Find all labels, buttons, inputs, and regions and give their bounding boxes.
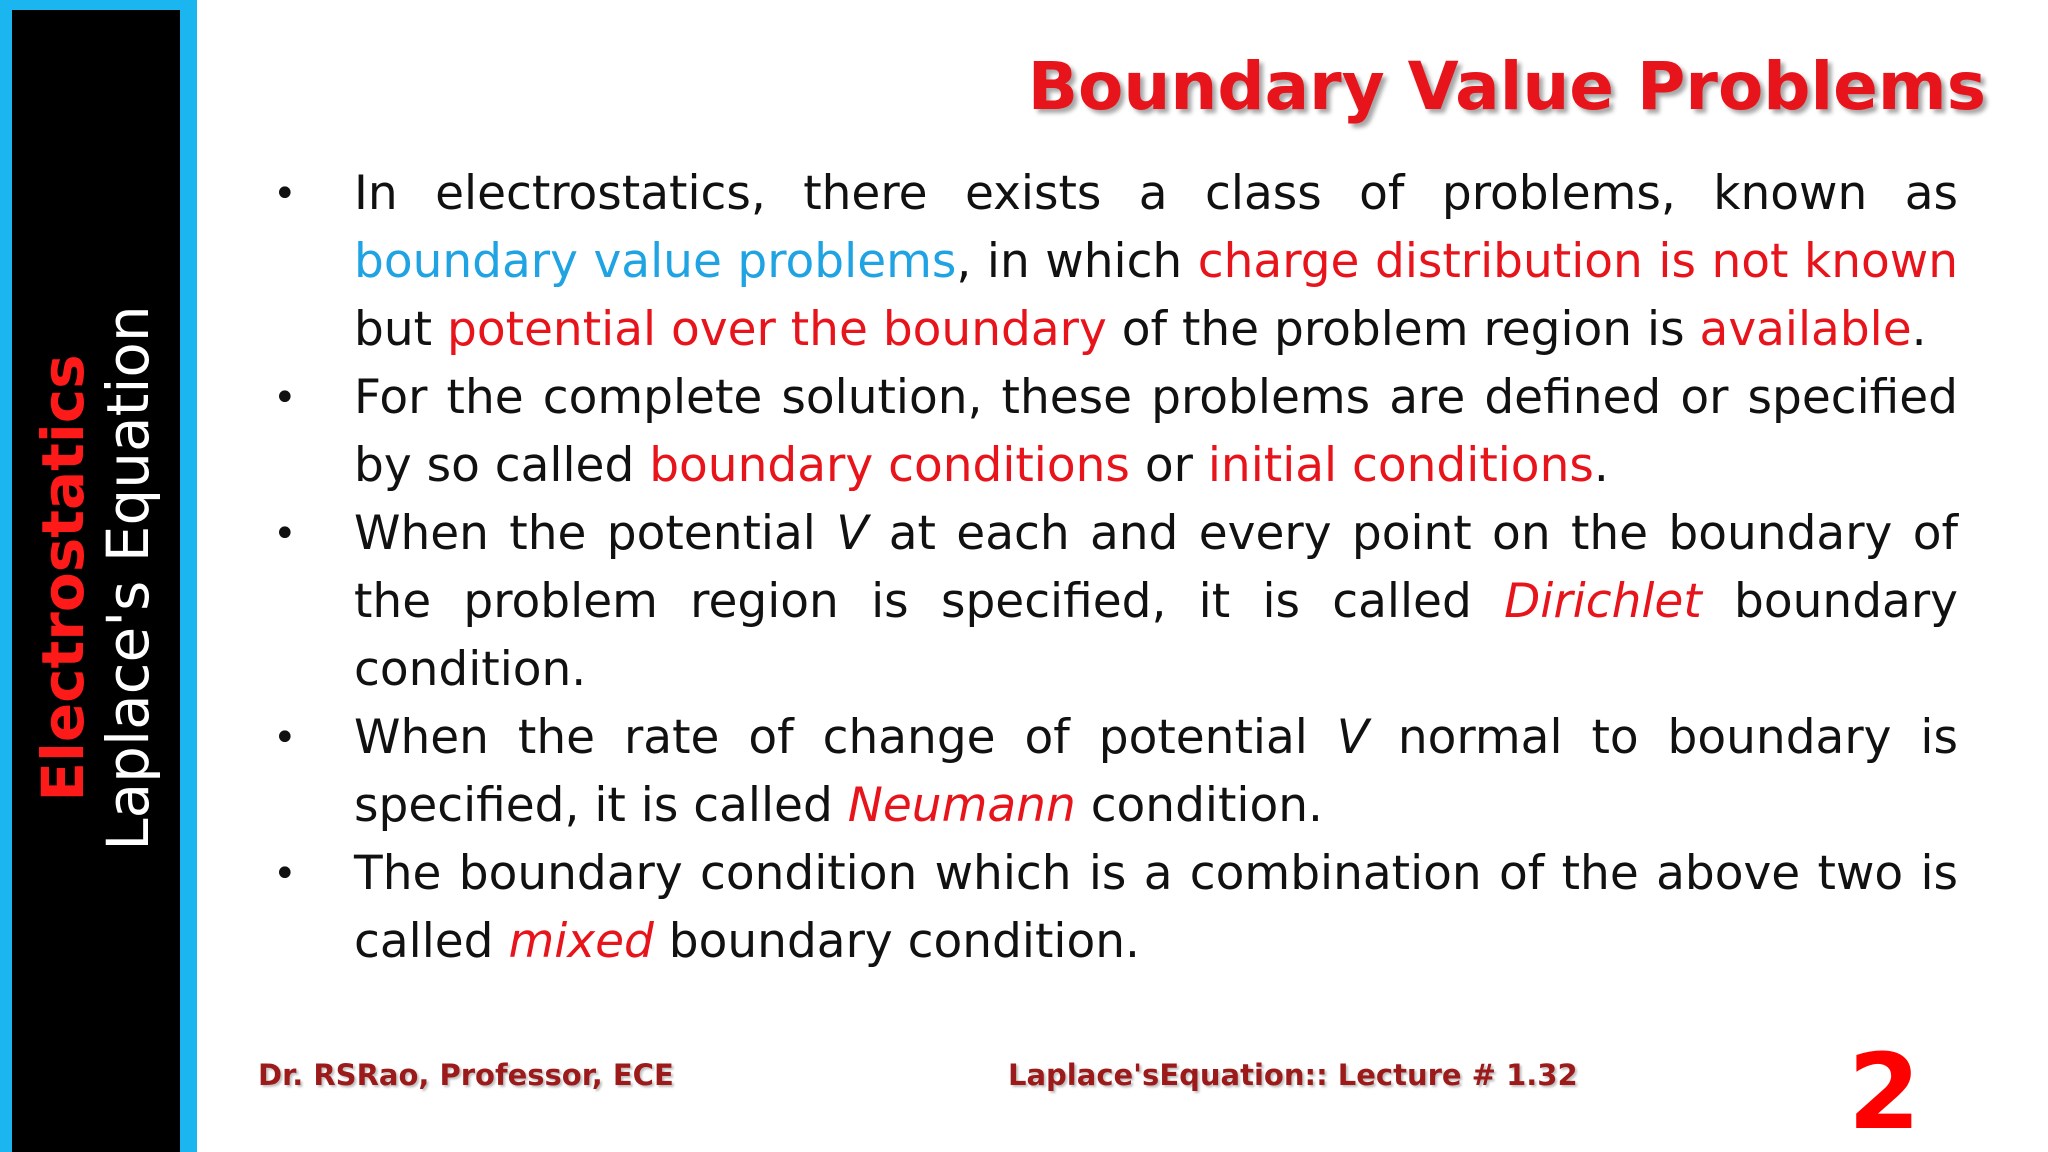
bullet-marker: • bbox=[273, 715, 297, 761]
bullet-text-segment: In electrostatics, there exists a class of problems, known as bbox=[354, 166, 1958, 221]
footer-author: Dr. RSRao, Professor, ECE bbox=[258, 1058, 674, 1092]
bullet-text-segment: Dirichlet bbox=[1504, 574, 1702, 629]
bullet-text-segment: or bbox=[1129, 438, 1208, 493]
bullet-text-segment: boundary value problems bbox=[354, 234, 957, 289]
bullet-text-segment: V bbox=[1336, 710, 1369, 765]
bullet-text-segment: charge distribution is not known bbox=[1197, 234, 1959, 289]
bullet-list bbox=[265, 160, 1958, 976]
slide-title: Boundary Value Problems bbox=[1027, 48, 1986, 125]
bullet-text-segment: When the potential bbox=[354, 506, 837, 561]
bullet-marker: • bbox=[273, 851, 297, 897]
bullet-text-segment: V bbox=[836, 506, 869, 561]
bullet-text-segment: initial conditions bbox=[1207, 438, 1594, 493]
bullet-text-segment: Neumann bbox=[847, 778, 1076, 833]
sidebar-subject: Electrostatics bbox=[29, 354, 98, 802]
bullet-item bbox=[265, 364, 1958, 500]
bullet-text-segment: boundary conditions bbox=[649, 438, 1130, 493]
bullet-marker: • bbox=[273, 171, 297, 217]
bullet-text-segment: When the rate of change of potential bbox=[354, 710, 1337, 765]
bullet-item bbox=[265, 160, 1958, 364]
bullet-text-segment: of the problem region is bbox=[1106, 302, 1700, 357]
sidebar bbox=[0, 0, 197, 1152]
bullet-item bbox=[265, 500, 1958, 704]
bullet-marker: • bbox=[273, 375, 297, 421]
bullet-text-segment: normal to boundary is specified, it is called bbox=[354, 710, 1958, 833]
sidebar-topic: Laplace's Equation bbox=[94, 305, 162, 851]
sidebar-label bbox=[31, 305, 161, 850]
bullet-item bbox=[265, 840, 1958, 976]
bullet-text-segment: available bbox=[1699, 302, 1912, 357]
bullet-text-segment: potential over the boundary bbox=[447, 302, 1107, 357]
bullet-text-segment: , in which bbox=[956, 234, 1198, 289]
bullet-text-segment: at each and every point on the boundary of the problem region is specified, it is called bbox=[354, 506, 1959, 629]
bullet-marker: • bbox=[273, 511, 297, 557]
bullet-text-segment: The boundary condition which is a combination of the above two is called bbox=[354, 846, 1958, 969]
bullet-text-segment: . bbox=[1911, 302, 1927, 357]
bullet-text-segment: boundary condition. bbox=[354, 574, 1958, 697]
bullet-text-segment: boundary condition. bbox=[653, 914, 1140, 969]
bullet-text-segment: condition. bbox=[1075, 778, 1323, 833]
bullet-text-segment: but bbox=[354, 302, 447, 357]
footer-lecture: Laplace'sEquation:: Lecture # 1.32 bbox=[1008, 1058, 1578, 1092]
bullet-text-segment: mixed bbox=[508, 914, 654, 969]
bullet-text-segment: For the complete solution, these problems are defined or specified by so called bbox=[354, 370, 1958, 493]
bullet-text-segment: . bbox=[1593, 438, 1609, 493]
page-number: 2 bbox=[1848, 1031, 1921, 1152]
bullet-item bbox=[265, 704, 1958, 840]
